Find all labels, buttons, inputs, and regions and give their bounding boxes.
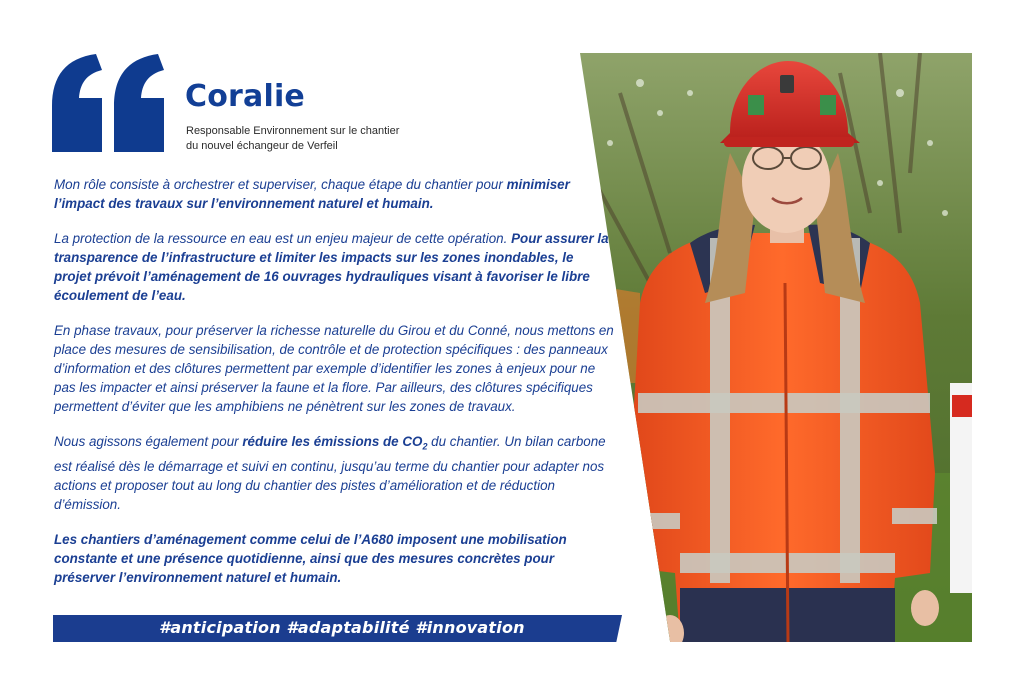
role-line-1: Responsable Environnement sur le chantier <box>186 125 400 137</box>
paragraph-4-emphasis-text: réduire les émissions de CO <box>242 434 423 449</box>
paragraph-2 <box>54 229 614 305</box>
reflective-band-sleeve-right <box>892 508 937 524</box>
hard-hat-brim <box>724 137 854 147</box>
testimonial-body <box>54 175 614 603</box>
person-name: Coralie <box>185 79 305 114</box>
paragraph-3-text: En phase travaux, pour préserver la richesse naturelle du Girou et du Conné, nous mettons en place des mesures de sensibilisation, de contrôle et de protection spécifiques : des panneaux d’information et des clôtures permettent par exemple d’identifier les zones à enjeux pour ne pas les impacter et ainsi préserver la faune et la flore. Par ailleurs, des clôtures spécifiques permettent d’éviter que les amphibiens ne pénètrent sur les zones de travaux. <box>54 323 614 414</box>
paragraph-1-emphasis: minimiser l’impact des travaux sur l’environnement naturel et humain. <box>54 177 570 211</box>
helmet-lamp-clip <box>780 75 794 93</box>
co2-subscript: 2 <box>422 441 428 452</box>
role-line-2: du nouvel échangeur de Verfeil <box>186 140 338 152</box>
paragraph-1-text: Mon rôle consiste à orchestrer et superviser, chaque étape du chantier pour <box>54 177 507 192</box>
reflective-band-sleeve-left <box>635 513 680 529</box>
quote-open-icon <box>52 54 166 152</box>
helmet-sticker-left <box>748 95 764 115</box>
paragraph-4-text-before: Nous agissons également pour <box>54 434 243 449</box>
portrait-photo <box>580 53 972 642</box>
paragraph-4-emphasis <box>242 434 428 452</box>
paragraph-1 <box>54 175 614 213</box>
hashtag-text: #anticipation #adaptabilité #innovation <box>159 618 525 637</box>
paragraph-2-text: La protection de la ressource en eau est un enjeu majeur de cette opération. <box>54 231 512 246</box>
paragraph-5-emphasis: Les chantiers d’aménagement comme celui de l’A680 imposent une mobilisation constante et une présence quotidienne, ainsi que des mesures concrètes pour préserver l’environnement naturel et humain. <box>54 531 567 585</box>
hand-right <box>911 590 939 626</box>
reflective-band-chest <box>638 393 930 413</box>
paragraph-4 <box>54 432 614 514</box>
paragraph-2-emphasis: Pour assurer la transparence de l’infrastructure et limiter les impacts sur les zones inondables, le projet prévoit l’aménagement de 16 ouvrages hydrauliques visant à favoriser le libre écoulement de l’eau. <box>54 231 609 303</box>
paragraph-3 <box>54 321 614 416</box>
jacket <box>630 233 935 642</box>
portrait-illustration <box>580 53 972 642</box>
paragraph-4-text-after: du chantier. Un bilan carbone est réalisé dès le démarrage et suivi en continu, jusqu’au terme du chantier pour adapter nos actions et proposer tout au long du chantier des pistes d’amélioration et de réduction d’émission. <box>54 434 606 512</box>
paragraph-5 <box>54 530 614 587</box>
person-role <box>186 124 399 154</box>
sign-red-label <box>952 395 972 417</box>
helmet-sticker-right <box>820 95 836 115</box>
